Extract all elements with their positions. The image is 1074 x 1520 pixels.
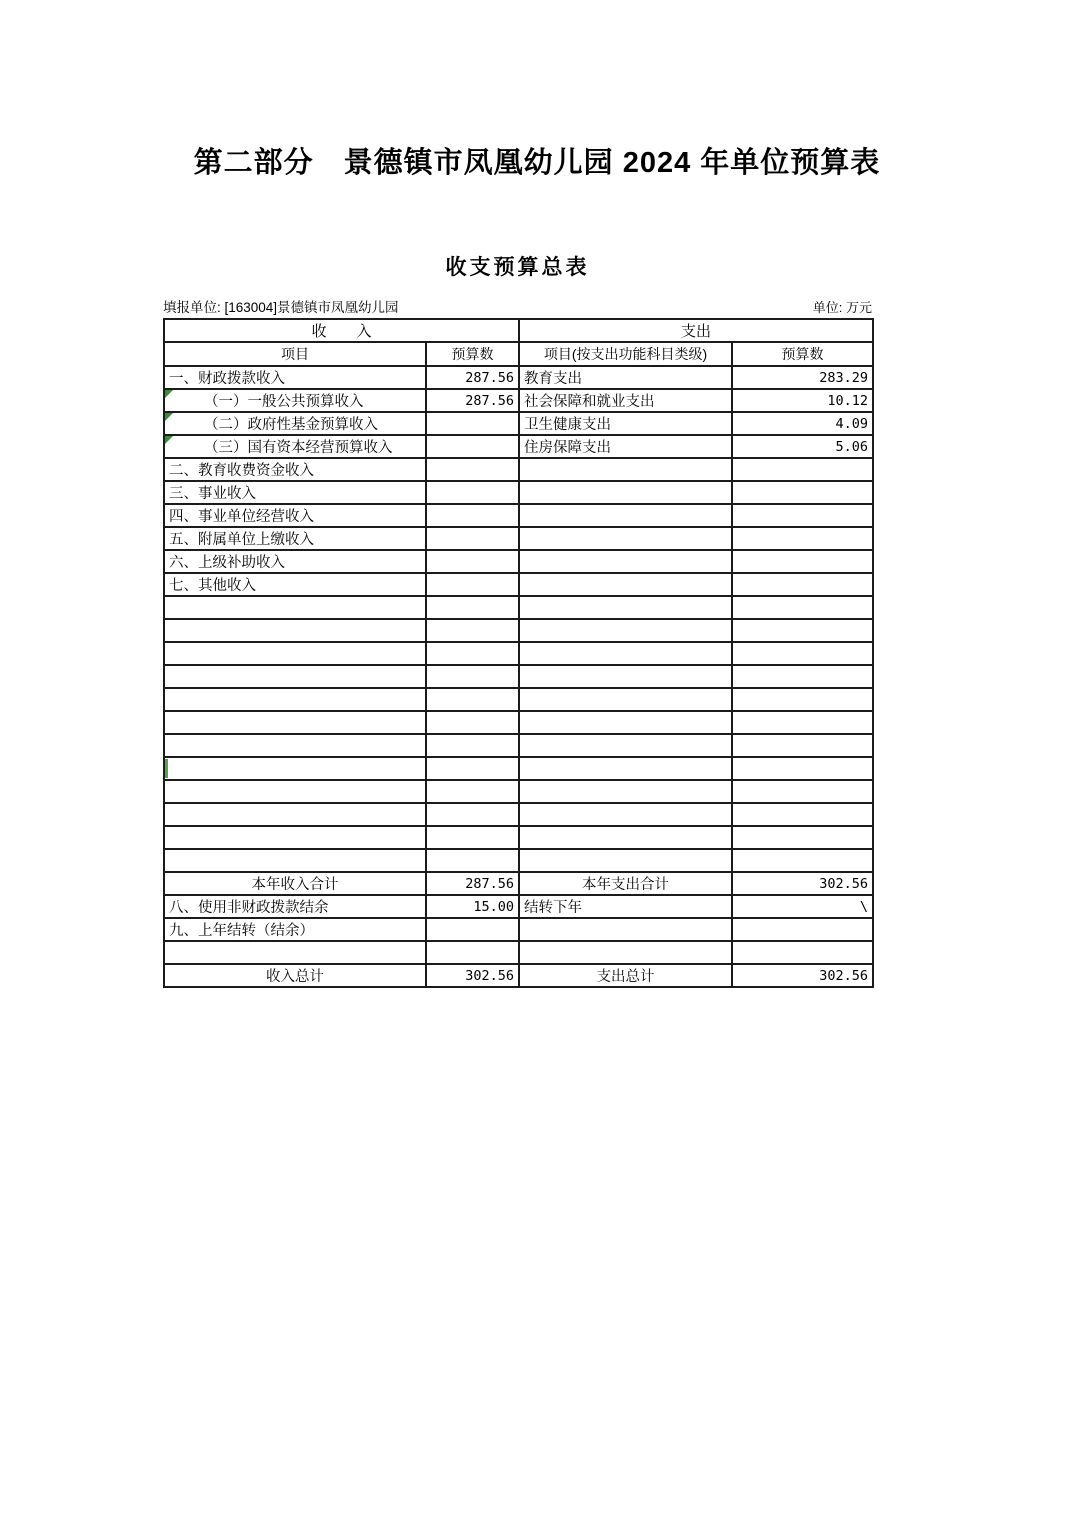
expense-value-cell	[732, 412, 873, 435]
income-item-cell	[164, 619, 426, 642]
income-item-cell	[164, 596, 426, 619]
income-value-cell	[426, 872, 519, 895]
income-item-cell-text: 收入总计	[266, 969, 324, 985]
table-row	[164, 757, 873, 780]
income-item-cell	[164, 389, 426, 412]
income-value-cell-text: 15.00	[473, 898, 515, 915]
expense-value-cell	[732, 481, 873, 504]
income-value-cell	[426, 504, 519, 527]
expense-value-cell	[732, 642, 873, 665]
income-item-cell-text: 六、上级补助收入	[169, 555, 285, 571]
table-row	[164, 688, 873, 711]
income-item-cell	[164, 826, 426, 849]
expense-item-cell	[519, 711, 732, 734]
col-header-income-item: 项目	[164, 342, 426, 366]
income-value-cell	[426, 412, 519, 435]
unit-label: 单位: 万元	[812, 300, 872, 315]
income-item-cell	[164, 872, 426, 895]
expense-item-cell	[519, 596, 732, 619]
cell-note-triangle-icon	[165, 390, 173, 398]
expense-value-cell	[732, 619, 873, 642]
expense-item-cell	[519, 389, 732, 412]
income-value-cell-text: 302.56	[465, 967, 515, 984]
expense-item-cell-text: 社会保障和就业支出	[524, 394, 655, 410]
expense-value-cell	[732, 757, 873, 780]
income-item-cell-text: 三、事业收入	[169, 486, 256, 502]
table-row	[164, 964, 873, 987]
expense-item-cell	[519, 412, 732, 435]
table-row	[164, 872, 873, 895]
income-item-cell	[164, 458, 426, 481]
table-row	[164, 826, 873, 849]
expense-value-cell	[732, 435, 873, 458]
reporting-unit-label: 填报单位: [163004]景德镇市凤凰幼儿园	[163, 300, 399, 315]
expense-item-cell	[519, 573, 732, 596]
table-row	[164, 849, 873, 872]
table-row	[164, 711, 873, 734]
expense-value-cell-text: 302.56	[819, 967, 869, 984]
expense-item-cell-text: 本年支出合计	[582, 877, 670, 893]
expense-value-cell	[732, 826, 873, 849]
income-value-cell	[426, 941, 519, 964]
table-title: 收支预算总表	[445, 256, 590, 279]
expense-value-cell	[732, 527, 873, 550]
income-value-cell	[426, 849, 519, 872]
expense-value-cell-text: 302.56	[819, 875, 869, 892]
table-row	[164, 619, 873, 642]
income-item-cell	[164, 527, 426, 550]
expense-value-cell	[732, 366, 873, 389]
expense-value-cell	[732, 734, 873, 757]
expense-item-cell	[519, 826, 732, 849]
expense-value-cell	[732, 688, 873, 711]
table-row	[164, 435, 873, 458]
income-value-cell	[426, 918, 519, 941]
table-row	[164, 481, 873, 504]
expense-item-cell-text: 卫生健康支出	[524, 417, 612, 433]
table-row	[164, 573, 873, 596]
expense-value-cell	[732, 918, 873, 941]
income-item-cell	[164, 366, 426, 389]
expense-value-cell	[732, 550, 873, 573]
income-value-cell	[426, 619, 519, 642]
col-header-expense-item: 项目(按支出功能科目类级)	[519, 342, 732, 366]
income-value-cell-text: 287.56	[465, 392, 515, 409]
income-item-cell	[164, 711, 426, 734]
expense-group-header: 支出	[519, 319, 873, 342]
expense-item-cell	[519, 527, 732, 550]
income-item-cell	[164, 688, 426, 711]
income-value-cell	[426, 389, 519, 412]
table-row	[164, 941, 873, 964]
income-item-cell-text: （一）一般公共预算收入	[204, 394, 364, 410]
income-item-cell-text: 八、使用非财政拨款结余	[169, 900, 329, 916]
cell-note-bar-icon	[165, 759, 168, 778]
income-value-cell	[426, 642, 519, 665]
income-value-cell	[426, 665, 519, 688]
expense-item-cell	[519, 734, 732, 757]
expense-value-cell-text: 5.06	[835, 438, 869, 455]
income-item-cell	[164, 941, 426, 964]
table-meta-row	[163, 296, 872, 316]
expense-item-cell	[519, 895, 732, 918]
income-item-cell	[164, 504, 426, 527]
document-title: 第二部分 景德镇市凤凰幼儿园 2024 年单位预算表	[193, 147, 881, 179]
expense-item-cell	[519, 688, 732, 711]
expense-value-cell-text: 4.09	[835, 415, 869, 432]
table-row	[164, 895, 873, 918]
cell-note-triangle-icon	[165, 413, 173, 421]
income-item-cell-text: 九、上年结转（结余）	[169, 923, 314, 939]
expense-item-cell	[519, 619, 732, 642]
income-item-cell-text: （三）国有资本经营预算收入	[204, 440, 393, 456]
table-row	[164, 734, 873, 757]
income-value-cell	[426, 573, 519, 596]
expense-item-cell	[519, 780, 732, 803]
income-value-cell	[426, 481, 519, 504]
expense-value-cell	[732, 389, 873, 412]
income-value-cell	[426, 757, 519, 780]
income-group-header: 收 入	[164, 319, 519, 342]
income-item-cell	[164, 803, 426, 826]
income-item-cell-text: （二）政府性基金预算收入	[204, 417, 378, 433]
income-value-cell	[426, 803, 519, 826]
income-value-cell-text: 287.56	[465, 369, 515, 386]
income-item-cell-text: 七、其他收入	[169, 578, 256, 594]
income-item-cell	[164, 757, 426, 780]
expense-item-cell	[519, 435, 732, 458]
income-item-cell	[164, 550, 426, 573]
income-value-cell	[426, 711, 519, 734]
expense-value-cell	[732, 573, 873, 596]
expense-value-cell	[732, 596, 873, 619]
table-row	[164, 596, 873, 619]
column-header-row	[164, 342, 873, 366]
table-row	[164, 642, 873, 665]
expense-value-cell	[732, 711, 873, 734]
income-item-cell	[164, 918, 426, 941]
expense-item-cell-text: 支出总计	[596, 969, 655, 985]
income-item-cell-text: 本年收入合计	[251, 877, 339, 893]
table-row	[164, 550, 873, 573]
income-item-cell	[164, 964, 426, 987]
income-item-cell	[164, 481, 426, 504]
expense-item-cell	[519, 941, 732, 964]
income-value-cell	[426, 895, 519, 918]
income-item-cell	[164, 573, 426, 596]
table-row	[164, 527, 873, 550]
expense-value-cell-text: 283.29	[819, 369, 869, 386]
expense-item-cell	[519, 550, 732, 573]
expense-item-cell	[519, 481, 732, 504]
table-row	[164, 412, 873, 435]
table-row	[164, 665, 873, 688]
expense-item-cell-text: 教育支出	[524, 371, 583, 387]
income-value-cell	[426, 688, 519, 711]
income-item-cell-text: 一、财政拨款收入	[169, 371, 285, 387]
table-row	[164, 504, 873, 527]
income-item-cell	[164, 665, 426, 688]
income-item-cell	[164, 780, 426, 803]
expense-value-cell	[732, 803, 873, 826]
expense-item-cell	[519, 642, 732, 665]
expense-item-cell	[519, 366, 732, 389]
expense-value-cell	[732, 941, 873, 964]
col-header-expense-budget: 预算数	[732, 342, 873, 366]
income-value-cell	[426, 596, 519, 619]
income-item-cell-text: 四、事业单位经营收入	[169, 509, 314, 525]
table-row	[164, 366, 873, 389]
expense-value-cell	[732, 849, 873, 872]
table-row	[164, 780, 873, 803]
expense-value-cell	[732, 458, 873, 481]
income-item-cell	[164, 412, 426, 435]
table-row	[164, 803, 873, 826]
expense-item-cell	[519, 849, 732, 872]
expense-value-cell-text: 10.12	[827, 392, 869, 409]
expense-item-cell	[519, 665, 732, 688]
income-value-cell	[426, 435, 519, 458]
income-item-cell	[164, 642, 426, 665]
expense-item-cell	[519, 803, 732, 826]
expense-item-cell	[519, 872, 732, 895]
col-header-income-budget: 预算数	[426, 342, 519, 366]
table-row	[164, 389, 873, 412]
income-value-cell	[426, 458, 519, 481]
income-item-cell-text: 五、附属单位上缴收入	[169, 532, 314, 548]
expense-value-cell	[732, 665, 873, 688]
table-row	[164, 918, 873, 941]
expense-value-cell	[732, 780, 873, 803]
income-item-cell	[164, 435, 426, 458]
income-item-cell-text: 二、教育收费资金收入	[169, 463, 314, 479]
expense-item-cell-text: 住房保障支出	[524, 440, 612, 456]
expense-value-cell	[732, 964, 873, 987]
income-value-cell	[426, 826, 519, 849]
cell-note-triangle-icon	[165, 436, 173, 444]
expense-item-cell	[519, 757, 732, 780]
expense-item-cell	[519, 458, 732, 481]
budget-summary-sheet	[163, 251, 872, 988]
expense-value-cell-text: \	[859, 898, 869, 915]
income-value-cell	[426, 550, 519, 573]
expense-value-cell	[732, 504, 873, 527]
income-item-cell	[164, 849, 426, 872]
income-value-cell	[426, 366, 519, 389]
income-value-cell	[426, 780, 519, 803]
income-value-cell-text: 287.56	[465, 875, 515, 892]
expense-item-cell	[519, 964, 732, 987]
expense-item-cell-text: 结转下年	[524, 900, 583, 916]
table-row	[164, 458, 873, 481]
income-value-cell	[426, 734, 519, 757]
group-header-row	[164, 319, 873, 342]
income-value-cell	[426, 527, 519, 550]
income-value-cell	[426, 964, 519, 987]
expense-item-cell	[519, 504, 732, 527]
income-item-cell	[164, 734, 426, 757]
expense-value-cell	[732, 895, 873, 918]
income-item-cell	[164, 895, 426, 918]
expense-item-cell	[519, 918, 732, 941]
expense-value-cell	[732, 872, 873, 895]
budget-table	[163, 318, 874, 988]
